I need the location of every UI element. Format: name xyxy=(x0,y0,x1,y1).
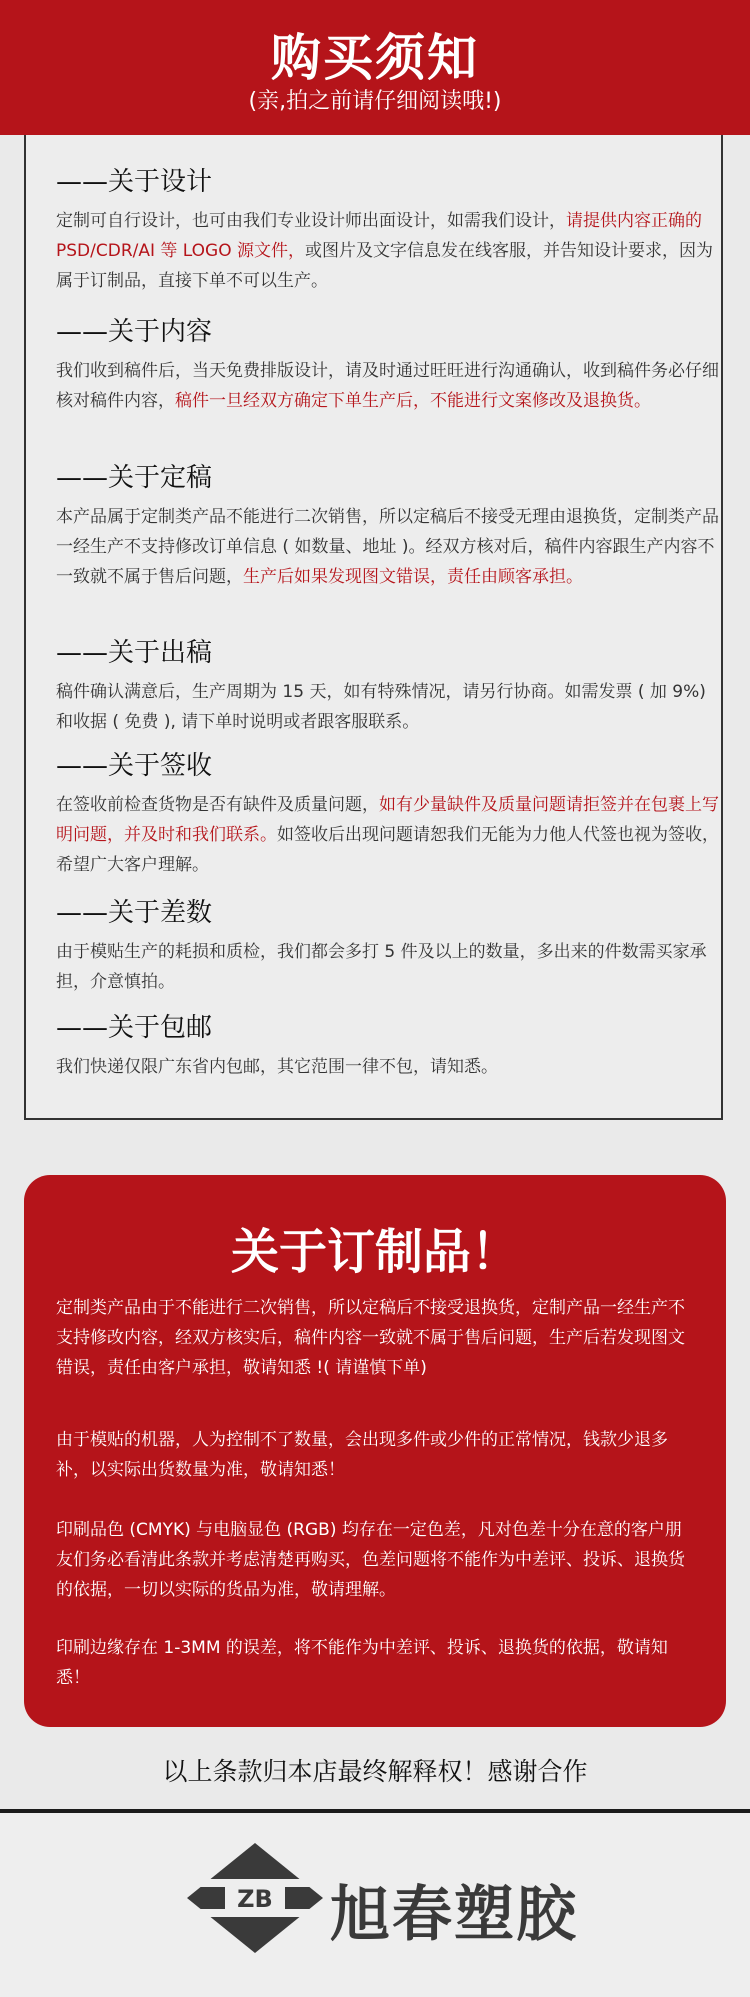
section-text xyxy=(56,356,726,416)
text-part: 如签收后出现问题请恕我们无能为力他人代签也视为签收，希望广大客户理解。 xyxy=(56,825,719,875)
section-receipt xyxy=(56,745,726,880)
text-part: 我们收到稿件后，当天免费排版设计，请及时通过旺旺进行沟通确认，收到稿件务必仔细核对稿件内容， xyxy=(56,361,719,411)
highlight-text: 如有少量缺件及质量问题请拒签并在包裹上写明问题，并及时和我们联系。 xyxy=(56,795,719,845)
terms-footer-note: 以上条款归本店最终解释权！感谢合作 xyxy=(162,1757,588,1786)
section-text: 我们快递仅限广东省内包邮，其它范围一律不包，请知悉。 xyxy=(56,1057,498,1077)
header-banner xyxy=(0,0,750,135)
section-finalize xyxy=(56,457,726,592)
section-heading: ——关于定稿 xyxy=(56,463,213,493)
section-text xyxy=(56,790,726,880)
section-heading: ——关于内容 xyxy=(56,317,213,347)
brand-footer xyxy=(0,1813,750,1997)
section-text xyxy=(56,502,726,592)
section-shipping xyxy=(56,1007,726,1082)
highlight-text: 生产后如果发现图文错误，责任由顾客承担。 xyxy=(243,567,583,587)
section-heading: ——关于签收 xyxy=(56,751,213,781)
text-part: 本产品属于定制类产品不能进行二次销售，所以定稿后不接受无理由退换货，定制类产品一经生产不支持修改订单信息 ( 如数量、地址 )。经双方核对后，稿件内容跟生产内容不一致就不属于售后问题， xyxy=(56,507,719,587)
page-title: 购买须知 xyxy=(271,29,479,87)
brand-logo-icon xyxy=(185,1843,325,1953)
panel-title: 关于订制品！ xyxy=(230,1224,519,1280)
section-heading: ——关于包邮 xyxy=(56,1013,213,1043)
custom-products-panel xyxy=(24,1175,726,1727)
panel-paragraph: 印刷边缘存在 1-3MM 的误差，将不能作为中差评、投诉、退换货的依据，敬请知悉！ xyxy=(56,1638,668,1688)
purchase-notice-box xyxy=(24,135,723,1120)
section-text: 稿件确认满意后，生产周期为 15 天，如有特殊情况，请另行协商。如需发票 ( 加 9%) 和收据 ( 免费 ), 请下单时说明或者跟客服联系。 xyxy=(56,682,706,732)
section-design xyxy=(56,161,726,296)
panel-paragraph: 印刷品色 (CMYK) 与电脑显色 (RGB) 均存在一定色差，凡对色差十分在意的客户朋友们务必看清此条款并考虑清楚再购买，色差问题将不能作为中差评、投诉、退换货的依据，一切以实际的货品为准，敬请理解。 xyxy=(56,1520,685,1600)
highlight-text: 稿件一旦经双方确定下单生产后，不能进行文案修改及退换货。 xyxy=(175,391,651,411)
section-heading: ——关于出稿 xyxy=(56,638,213,668)
logo-text: ZB xyxy=(237,1885,273,1913)
page-subtitle: (亲,拍之前请仔细阅读哦!) xyxy=(248,89,502,114)
text-part: 定制可自行设计，也可由我们专业设计师出面设计，如需我们设计， xyxy=(56,211,566,231)
brand-name: 旭春塑胶 xyxy=(330,1880,578,1950)
text-part: 或图片及文字信息发在线客服，并告知设计要求，因为属于订制品，直接下单不可以生产。 xyxy=(56,241,714,291)
text-part: 在签收前检查货物是否有缺件及质量问题， xyxy=(56,795,379,815)
section-text xyxy=(56,206,726,296)
section-text: 由于模贴生产的耗损和质检，我们都会多打 5 件及以上的数量，多出来的件数需买家承担，介意慎拍。 xyxy=(56,942,707,992)
panel-paragraph: 定制类产品由于不能进行二次销售，所以定稿后不接受退换货，定制产品一经生产不支持修改内容，经双方核实后，稿件内容一致就不属于售后问题，生产后若发现图文错误，责任由客户承担，敬请知悉 !( 请谨慎下单) xyxy=(56,1298,685,1378)
panel-paragraph: 由于模贴的机器，人为控制不了数量，会出现多件或少件的正常情况，钱款少退多补，以实际出货数量为准，敬请知悉！ xyxy=(56,1430,668,1480)
section-heading: ——关于设计 xyxy=(56,167,213,197)
section-content xyxy=(56,311,726,416)
section-heading: ——关于差数 xyxy=(56,898,213,928)
section-output xyxy=(56,632,726,737)
section-quantity xyxy=(56,892,726,997)
highlight-text: 请提供内容正确的 PSD/CDR/AI 等 LOGO 源文件， xyxy=(56,211,702,261)
